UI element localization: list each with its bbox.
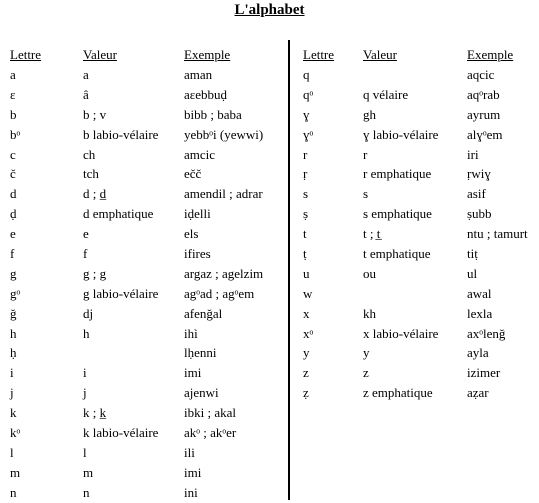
header-exemple: Exemple bbox=[467, 47, 514, 62]
value-cell: h bbox=[83, 325, 90, 341]
header-exemple: Exemple bbox=[184, 47, 231, 62]
header-lettre: Lettre bbox=[10, 47, 42, 62]
example-cell: ifires bbox=[184, 246, 211, 262]
value-cell: ch bbox=[83, 146, 96, 162]
letter-cell: ḍ bbox=[10, 206, 17, 222]
value-cell: d ; d̲ bbox=[83, 186, 107, 202]
letter-cell: x bbox=[303, 305, 310, 321]
letter-cell: w bbox=[303, 285, 313, 301]
letter-cell: e bbox=[10, 226, 16, 242]
value-cell: â bbox=[83, 86, 89, 102]
letter-cell: n bbox=[10, 484, 17, 500]
column-divider bbox=[288, 40, 290, 500]
letter-cell: m bbox=[10, 464, 21, 480]
letter-cell: qᵒ bbox=[303, 86, 314, 102]
letter-cell: ṛ bbox=[303, 166, 308, 182]
example-cell: ini bbox=[184, 484, 198, 500]
letter-cell: h bbox=[10, 325, 17, 341]
example-cell: amendil ; adrar bbox=[184, 186, 263, 202]
example-cell: ili bbox=[184, 444, 195, 460]
letter-cell: b bbox=[10, 106, 17, 122]
example-cell: afenğal bbox=[184, 305, 223, 321]
value-cell: gh bbox=[363, 106, 376, 122]
example-cell: lexla bbox=[467, 305, 493, 321]
header-valeur: Valeur bbox=[363, 47, 397, 62]
value-cell: q vélaire bbox=[363, 86, 409, 102]
value-cell: j bbox=[83, 385, 87, 401]
letter-cell: ṭ bbox=[303, 246, 307, 262]
value-cell: a bbox=[83, 67, 89, 82]
value-cell: k labio-vélaire bbox=[83, 425, 159, 441]
letter-cell: a bbox=[10, 67, 16, 82]
value-cell: m bbox=[83, 464, 94, 480]
example-cell: ibki ; akal bbox=[184, 405, 236, 421]
example-cell: ṣubb bbox=[467, 206, 492, 222]
example-cell: bibb ; baba bbox=[184, 106, 242, 122]
letter-cell: d bbox=[10, 186, 17, 202]
example-cell: awal bbox=[467, 285, 492, 301]
letter-cell: j bbox=[10, 385, 14, 401]
example-cell: asif bbox=[467, 186, 486, 202]
example-cell: iri bbox=[467, 146, 479, 162]
value-cell: y bbox=[363, 345, 370, 361]
value-cell: i bbox=[83, 365, 87, 381]
letter-cell: u bbox=[303, 265, 310, 281]
value-cell: g labio-vélaire bbox=[83, 285, 159, 301]
example-cell: aẓar bbox=[467, 385, 489, 401]
letter-cell: f bbox=[10, 246, 15, 262]
value-cell: dj bbox=[83, 305, 94, 321]
example-cell: ečč bbox=[184, 166, 202, 182]
example-cell: imi bbox=[184, 365, 202, 381]
letter-cell: ɣ bbox=[303, 106, 310, 122]
example-cell: aɛebbuḍ bbox=[184, 86, 227, 102]
letter-cell: ɣᵒ bbox=[303, 126, 314, 142]
example-cell: ṛwiɣ bbox=[467, 166, 491, 182]
example-cell: izimer bbox=[467, 365, 501, 381]
value-cell: r bbox=[363, 146, 368, 162]
page-title: L'alphabet bbox=[234, 2, 305, 18]
value-cell: l bbox=[83, 444, 87, 460]
value-cell: b labio-vélaire bbox=[83, 126, 159, 142]
value-cell: ou bbox=[363, 265, 376, 281]
letter-cell: kᵒ bbox=[10, 425, 21, 441]
value-cell: s emphatique bbox=[363, 206, 432, 222]
example-cell: ihì bbox=[184, 325, 198, 341]
value-cell: d emphatique bbox=[83, 206, 154, 222]
letter-cell: gᵒ bbox=[10, 285, 21, 301]
letter-cell: č bbox=[10, 166, 16, 182]
value-cell: t ; t̲ bbox=[363, 226, 381, 242]
letter-cell: c bbox=[10, 146, 16, 162]
value-cell: tch bbox=[83, 166, 99, 182]
letter-cell: z bbox=[303, 365, 309, 381]
example-cell: ayla bbox=[467, 345, 489, 361]
letter-cell: k bbox=[10, 405, 17, 421]
example-cell: akᵒ ; akᵒer bbox=[184, 425, 237, 441]
value-cell: k ; k̲ bbox=[83, 405, 107, 421]
value-cell: r emphatique bbox=[363, 166, 432, 182]
value-cell: s bbox=[363, 186, 369, 202]
letter-cell: ẓ bbox=[303, 385, 309, 401]
letter-cell: y bbox=[303, 345, 310, 361]
example-cell: lḥenni bbox=[184, 345, 217, 361]
letter-cell: q bbox=[303, 67, 310, 82]
letter-cell: r bbox=[303, 146, 308, 162]
example-cell: argaz ; agelzim bbox=[184, 265, 264, 281]
example-cell: imi bbox=[184, 464, 202, 480]
header-valeur: Valeur bbox=[83, 47, 117, 62]
letter-cell: s bbox=[303, 186, 309, 202]
example-cell: ajenwi bbox=[184, 385, 219, 401]
letter-cell: ṣ bbox=[303, 206, 309, 222]
example-cell: ntu ; tamurt bbox=[467, 226, 528, 242]
example-cell: els bbox=[184, 226, 199, 242]
value-cell: x labio-vélaire bbox=[363, 325, 439, 341]
letter-cell: xᵒ bbox=[303, 325, 314, 341]
example-cell: ayrum bbox=[467, 106, 501, 122]
example-cell: agᵒad ; agᵒem bbox=[184, 285, 255, 301]
value-cell: g ; g bbox=[83, 265, 107, 281]
value-cell: b ; v bbox=[83, 106, 107, 122]
example-cell: aman bbox=[184, 67, 213, 82]
letter-cell: ğ bbox=[10, 305, 17, 321]
example-cell: yebbᵒi (yewwi) bbox=[184, 126, 264, 142]
letter-cell: i bbox=[10, 365, 14, 381]
example-cell: ul bbox=[467, 265, 478, 281]
value-cell: t emphatique bbox=[363, 246, 431, 262]
example-cell: amcic bbox=[184, 146, 216, 162]
value-cell: f bbox=[83, 246, 88, 262]
example-cell: aqᵒrab bbox=[467, 86, 500, 102]
letter-cell: bᵒ bbox=[10, 126, 21, 142]
letter-cell: ɛ bbox=[10, 86, 16, 102]
example-cell: alɣᵒem bbox=[467, 126, 503, 142]
value-cell: z emphatique bbox=[363, 385, 433, 401]
value-cell: z bbox=[363, 365, 369, 381]
letter-cell: ḥ bbox=[10, 345, 17, 361]
example-cell: axᵒlenğ bbox=[467, 325, 506, 341]
example-cell: tiṭ bbox=[467, 246, 478, 262]
value-cell: ɣ labio-vélaire bbox=[363, 126, 439, 142]
letter-cell: l bbox=[10, 444, 14, 460]
value-cell: e bbox=[83, 226, 89, 242]
example-cell: iḍelli bbox=[184, 206, 211, 222]
letter-cell: g bbox=[10, 265, 17, 281]
value-cell: kh bbox=[363, 305, 376, 321]
value-cell: n bbox=[83, 484, 90, 500]
header-lettre: Lettre bbox=[303, 47, 335, 62]
example-cell: aqcic bbox=[467, 67, 495, 82]
letter-cell: t bbox=[303, 226, 307, 242]
